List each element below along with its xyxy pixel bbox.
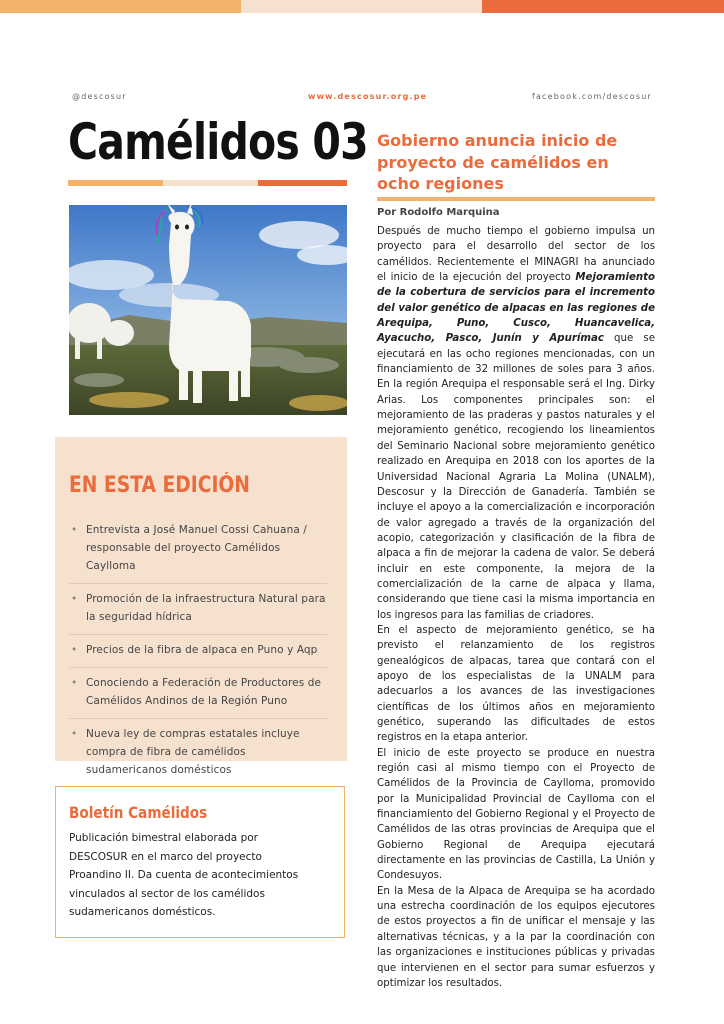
boletin-box xyxy=(55,786,345,938)
title-rule-gold xyxy=(68,180,163,186)
edition-item[interactable] xyxy=(69,584,327,635)
social-handle: @descosur xyxy=(72,92,127,101)
title-rule xyxy=(68,180,347,186)
boletin-heading: Boletín Camélidos xyxy=(69,803,208,822)
facebook-link[interactable]: facebook.com/descosur xyxy=(531,92,652,101)
edition-item-text: Entrevista a José Manuel Cossi Cahuana / responsable del proyecto Camélidos Caylloma xyxy=(86,524,307,572)
in-this-edition-box xyxy=(55,437,347,776)
article-paragraph-2: En el aspecto de mejoramiento genético, se ha previsto el relanzamiento de los registros genealógicos de alpacas, tarea que contará con el apoyo de los especialistas de la UNALM para adecuarlos a los avances de las investigaciones científicas de los últimos años en mejoramiento genético, superando las dificultades de estos registros en la etapa anterior. xyxy=(377,624,655,744)
project-name-emphasis: Mejoramiento de la cobertura de servicios para el incremento del valor genético de alpacas en las regiones de Arequipa, Puno, Cusco, Huancavelica, Ayacucho, Pasco, Junín y Apurímac xyxy=(377,272,655,345)
top-bar-gold xyxy=(0,0,241,13)
article-paragraph-4: En la Mesa de la Alpaca de Arequipa se ha acordado una estrecha coordinación de los equipos ejecutores de estos proyectos a fin de unificar el mensaje y las alternativas técnicas, y a la par la coordinación con las organizaciones e instituciones públicas y privadas que intervienen en el sector para sumar esfuerzos y optimizar los resultados. xyxy=(377,885,655,989)
edition-item[interactable] xyxy=(69,635,327,668)
edition-item-text: Conociendo a Federación de Productores de Camélidos Andinos de la Región Puno xyxy=(86,677,322,707)
top-bar-cream xyxy=(241,0,482,13)
edition-item-text: Nueva ley de compras estatales incluye compra de fibra de camélidos sudamericanos domésticos xyxy=(86,728,300,776)
website-link[interactable]: www.descosur.org.pe xyxy=(308,92,428,101)
article-paragraph-3: El inicio de este proyecto se produce en nuestra región casi al mismo tiempo con el Proyecto de Camélidos de la Provincia de Caylloma, promovido por la Municipalidad Provincial de Caylloma con el financiamiento del Gobierno Regional y el Proyecto de Camélidos de las otras provincias de Arequipa que el Gobierno Regional de Arequipa ejecutará directamente en las provincias de Castilla, La Unión y Condesuyos. xyxy=(377,747,655,882)
bullet-icon: • xyxy=(71,728,78,740)
edition-item[interactable] xyxy=(69,719,327,787)
article-p1-end: que se ejecutará en las ocho regiones mencionadas, con un financiamiento de 32 millones de soles para 3 años. En la región Arequipa el responsable será el Ing. Dirky Arias. Los componentes principales son: el mejoramiento de las praderas y pastos naturales y el mejoramiento genético, recogiendo los lineamientos del Seminario Nacional sobre mejoramiento genético realizado en Arequipa en 2018 con los aportes de la Universidad Nacional Agraria La Molina (UNALM), Descosur y la Dirección de Ganadería. También se incluye el apoyo a la comercialización e incorporación de valor agregado a través de la organización del acopio, categorización y clasificación de la fibra de alpaca a fin de mejorar la cadena de valor. Se deberá incluir en este componente, la mejora de la comercialización de la carne de alpaca y llama, considerando que tiene casi la misma importancia en los ingresos para las familias de criadores. xyxy=(377,333,655,621)
edition-item-text: Promoción de la infraestructura Natural para la seguridad hídrica xyxy=(86,593,326,623)
bullet-icon: • xyxy=(71,524,78,536)
article-body xyxy=(377,224,655,991)
bullet-icon: • xyxy=(71,644,78,656)
edition-list xyxy=(69,515,327,787)
title-rule-cream xyxy=(163,180,258,186)
article-p1-start: Después de mucho tiempo el gobierno impulsa un proyecto para el desarrollo del sector de los camélidos. Recientemente el MINAGRI ha anunciado el inicio de la ejecución del proyecto xyxy=(377,226,655,284)
alpaca-photo xyxy=(69,205,347,415)
in-this-edition-heading: EN ESTA EDICIÓN xyxy=(69,473,250,498)
edition-item-text: Precios de la fibra de alpaca en Puno y Aqp xyxy=(86,644,318,656)
title-rule-orange xyxy=(258,180,347,186)
top-color-bar xyxy=(0,0,724,13)
edition-item[interactable] xyxy=(69,668,327,719)
page-title: Camélidos 03 xyxy=(68,113,368,171)
article-paragraph-1 xyxy=(377,224,655,623)
article-title: Gobierno anuncia inicio de proyecto de camélidos en ocho regiones xyxy=(377,131,618,193)
boletin-description: Publicación bimestral elaborada por DESCOSUR en el marco del proyecto Proandino II. Da cuenta de acontecimientos vinculados al sector de los camélidos sudamericanos domésticos. xyxy=(69,832,299,918)
edition-item[interactable] xyxy=(69,515,327,584)
bullet-icon: • xyxy=(71,677,78,689)
article-rule xyxy=(377,197,655,201)
top-bar-orange xyxy=(482,0,724,13)
bullet-icon: • xyxy=(71,593,78,605)
article-byline: Por Rodolfo Marquina xyxy=(377,207,500,218)
